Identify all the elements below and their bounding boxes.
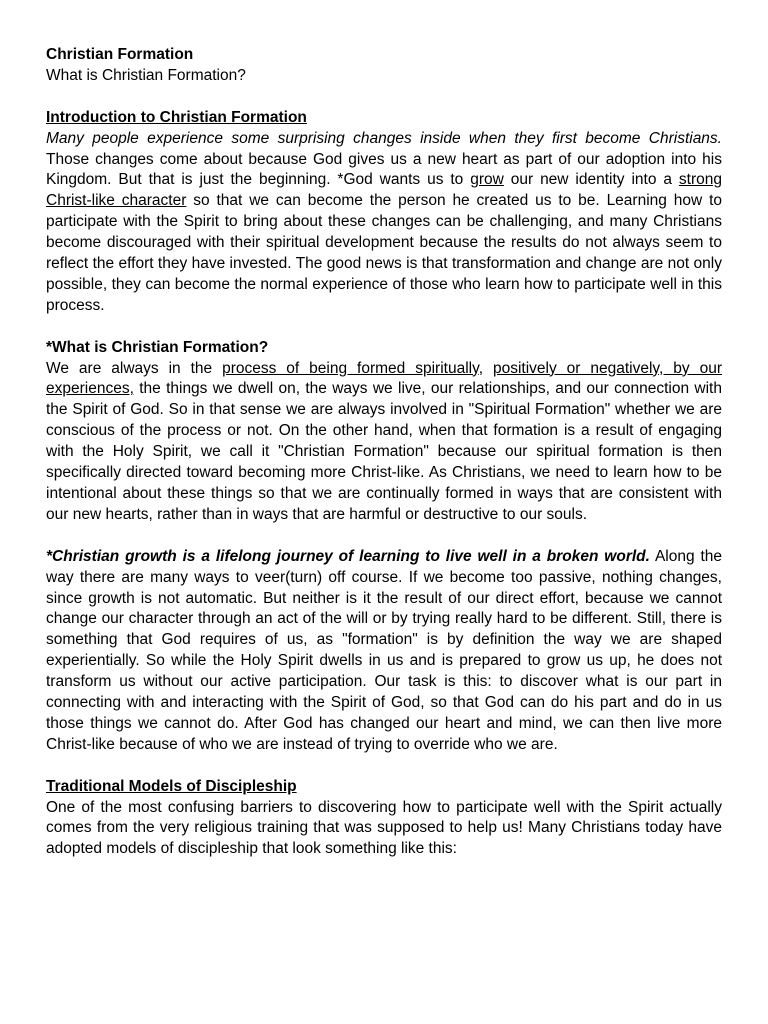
spacer xyxy=(46,317,722,338)
intro-paragraph xyxy=(46,129,722,317)
intro-strong-character-text: strong Christ-like character xyxy=(46,171,722,210)
document-title: Christian Formation xyxy=(46,46,194,63)
spacer xyxy=(46,756,722,777)
what-comma: , xyxy=(478,359,493,377)
intro-grow-text: grow xyxy=(470,171,504,189)
what-positively-text: positively or negatively, by our experiences, xyxy=(46,359,723,398)
intro-italic-text: Many people experience some surprising changes inside when they first become Christians. xyxy=(46,129,722,147)
what-process-text: process of being formed spiritually xyxy=(222,359,479,377)
traditional-heading: Traditional Models of Discipleship xyxy=(46,777,297,795)
document-page xyxy=(46,45,722,860)
document-subtitle: What is Christian Formation? xyxy=(46,66,246,84)
what-heading: *What is Christian Formation? xyxy=(46,338,269,356)
traditional-paragraph: One of the most confusing barriers to discovering how to participate well with the Spirit actually comes from the very religious training that was supposed to help us! Many Christians today have adopted models of discipleship that look something like this: xyxy=(46,798,722,858)
what-text-a: We are always in the xyxy=(46,359,223,377)
what-text-b: the things we dwell on, the ways we live, our relationships, and our connection with the Spirit of God. So in that sense we are always involved in "Spiritual Formation" whether we are conscious of the process or not. On the other hand, when that formation is a result of engaging with the Holy Spirit, we call it "Christian Formation" because our spiritual formation is then specifically directed toward becoming more Christ-like. As Christians, we need to learn how to be intentional about these things so that we are continually formed in ways that are consistent with our new hearts, rather than in ways that are harmful or destructive to our souls. xyxy=(46,380,722,523)
intro-text-b: our new identity into a xyxy=(503,171,679,189)
intro-heading: Introduction to Christian Formation xyxy=(46,108,307,126)
spacer xyxy=(46,526,722,547)
growth-paragraph xyxy=(46,547,722,756)
what-paragraph xyxy=(46,359,722,526)
intro-text-c: so that we can become the person he created us to be. Learning how to participate with the Spirit to bring about these changes can be challenging, and many Christians become discouraged with their spiritual development because the results do not always seem to reflect the effort they have invested. The good news is that transformation and change are not only possible, they can become the normal experience of those who learn how to participate well in this process. xyxy=(46,192,722,314)
spacer xyxy=(46,87,722,108)
growth-lead-text: *Christian growth is a lifelong journey of learning to live well in a broken world. xyxy=(46,547,650,565)
intro-text-a: Those changes come about because God gives us a new heart as part of our adoption into his Kingdom. But that is just the beginning. *God wants us to xyxy=(46,150,722,189)
growth-body-text: Along the way there are many ways to veer(turn) off course. If we become too passive, nothing changes, since growth is not automatic. But neither is it the result of our direct effort, because we cannot change our character through an act of the will or by trying really hard to be different. Still, there is something that God requires of us, as "formation" is by definition the way we are shaped experientially. So while the Holy Spirit dwells in us and is prepared to grow us up, he does not transform us without our active participation. Our task is this: to discover what is our part in connecting with and interacting with the Spirit of God, so that God can do his part and do in us those things we cannot do. After God has changed our heart and mind, we can then live more Christ-like because of who we are instead of trying to override who we are. xyxy=(46,547,722,753)
